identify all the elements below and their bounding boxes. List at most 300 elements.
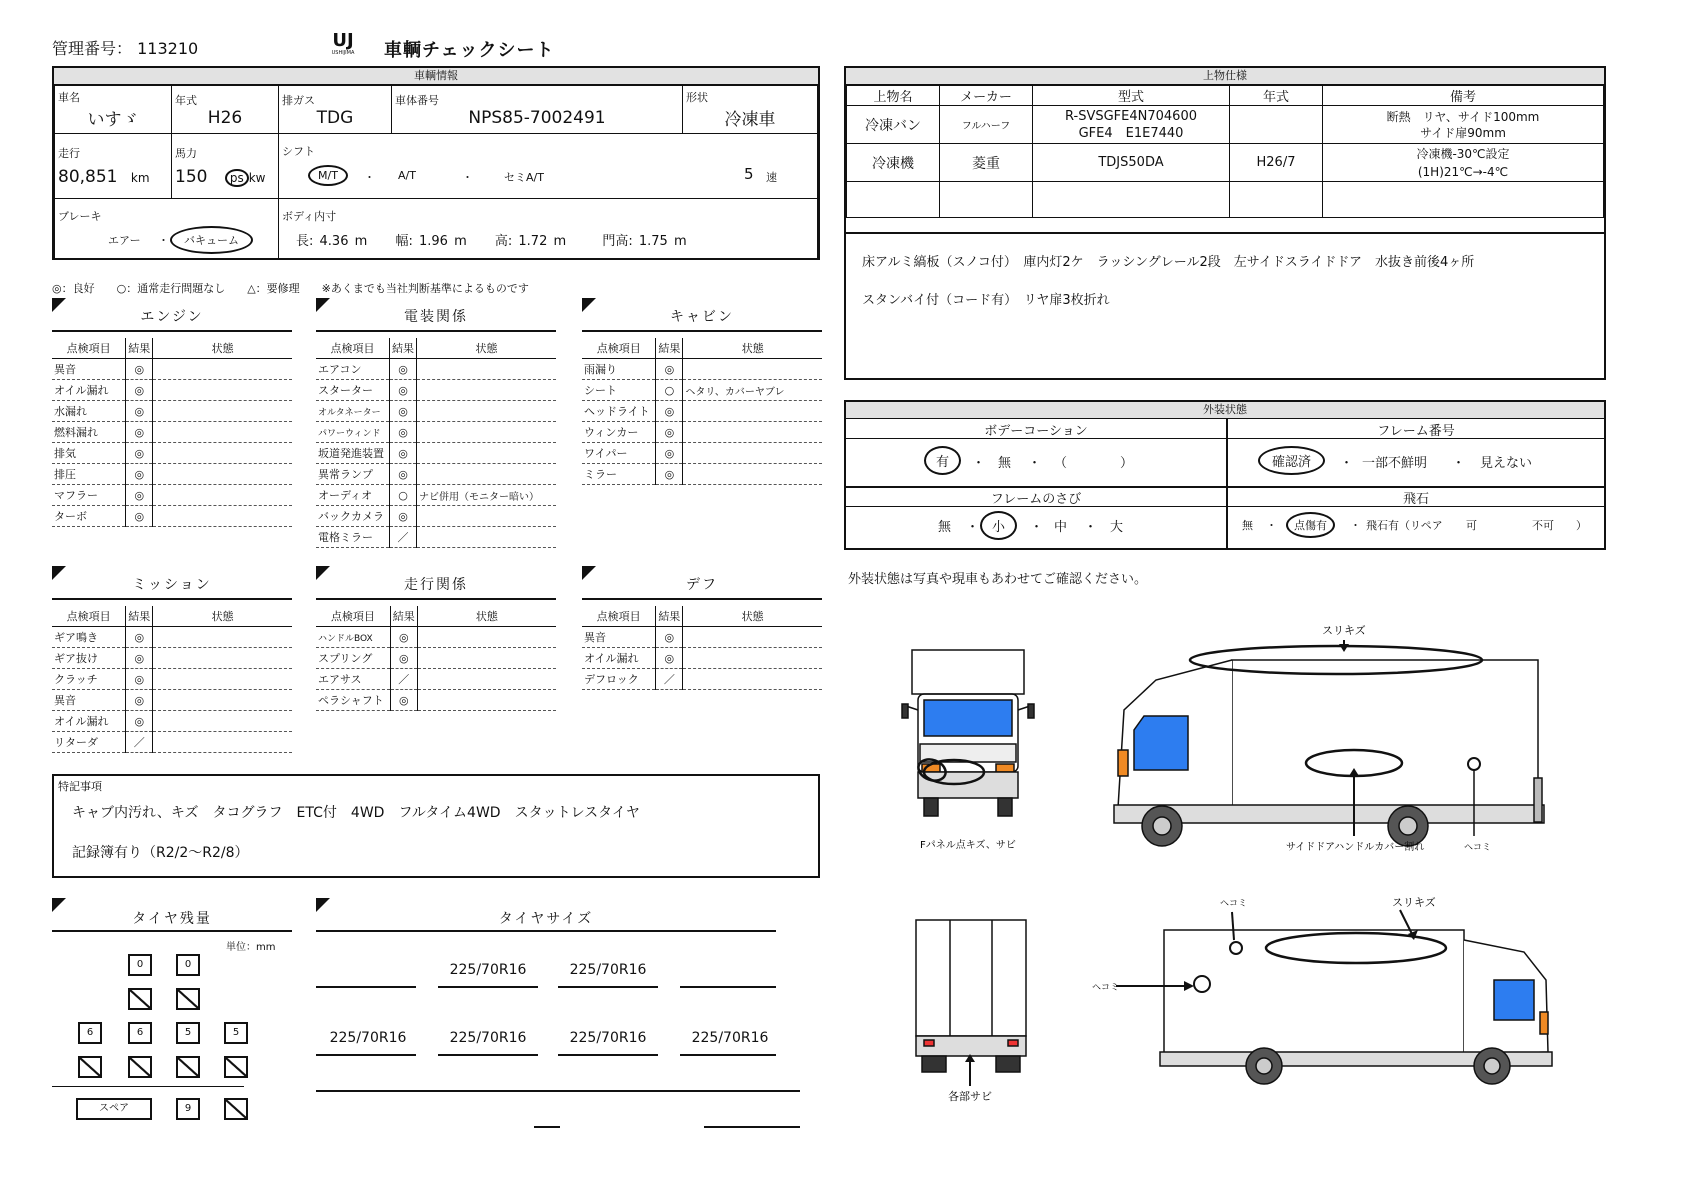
check-item: パワーウィンド xyxy=(316,422,390,443)
check-result: ◎ xyxy=(390,359,417,380)
upper-note1: 断熱 リヤ、サイド100mm xyxy=(1386,109,1540,124)
frame-confirmed-circled: 確認済 xyxy=(1258,446,1325,475)
header-item: 点検項目 xyxy=(582,606,656,627)
check-state xyxy=(153,506,292,527)
check-row xyxy=(52,464,292,485)
check-item: 異音 xyxy=(52,359,126,380)
tire-size-rear-3: 225/70R16 xyxy=(569,1030,647,1046)
check-row xyxy=(582,464,822,485)
check-table xyxy=(52,338,292,527)
check-result: ／ xyxy=(390,669,417,690)
check-item: ペラシャフト xyxy=(316,690,390,711)
upper-notes-line1: 床アルミ縞板（スノコ付） 庫内灯2ケ ラッシングレール2段 左サイドスライドドア 水抜き前後4ヶ所 xyxy=(862,255,1475,270)
tire-remain-slash xyxy=(176,1056,200,1078)
body-coat-title: ボデーコーション xyxy=(984,424,1088,439)
upper-row xyxy=(847,144,1604,182)
tire-size-title: タイヤサイズ xyxy=(498,911,594,927)
label-side-scratch: スリキズ xyxy=(1322,624,1366,637)
check-result: ◎ xyxy=(126,627,153,648)
check-item: 異音 xyxy=(582,627,656,648)
vehicle-info-panel xyxy=(52,66,820,260)
company-logo xyxy=(330,30,356,56)
check-result: ◎ xyxy=(126,464,153,485)
check-row xyxy=(316,443,556,464)
check-row xyxy=(582,443,822,464)
section-title: ミッション xyxy=(132,577,212,593)
logo-mark: UJ xyxy=(332,30,354,51)
frame-invisible: 見えない xyxy=(1480,456,1533,471)
tire-remain-rear-3: 5 xyxy=(176,1022,200,1044)
header-result: 結果 xyxy=(390,606,417,627)
tire-remain-spare: 9 xyxy=(176,1098,200,1120)
upper-model1: R-SVSGFE4N704600 xyxy=(1065,108,1197,124)
header-state: 状態 xyxy=(683,606,822,627)
upper-year xyxy=(1230,106,1323,144)
check-result: ○ xyxy=(390,485,417,506)
upper-maker: 菱重 xyxy=(940,144,1033,182)
frame-partial: 一部不鮮明 xyxy=(1362,456,1428,471)
header-item: 点検項目 xyxy=(52,606,126,627)
check-result: ◎ xyxy=(390,690,417,711)
header-item: 点検項目 xyxy=(316,338,390,359)
sep: ・ xyxy=(1084,520,1098,535)
check-result: ◎ xyxy=(390,464,417,485)
tire-remain-slash xyxy=(128,1056,152,1078)
hdr-year: 年式 xyxy=(1230,86,1323,106)
check-item: リターダ xyxy=(52,732,126,753)
header-result: 結果 xyxy=(390,338,417,359)
check-row xyxy=(52,627,292,648)
check-row xyxy=(52,443,292,464)
shift-sep1: ・ xyxy=(364,171,375,185)
check-state xyxy=(683,401,822,422)
dim-hei-unit: m xyxy=(553,234,567,249)
gear-count: 5 xyxy=(744,165,754,184)
dim-wid-unit: m xyxy=(454,234,467,249)
header-result: 結果 xyxy=(656,606,683,627)
check-state xyxy=(153,380,292,401)
hp-unit-ps-circled: ps xyxy=(225,169,249,187)
check-state xyxy=(153,711,292,732)
remarks-panel xyxy=(52,774,820,878)
management-number xyxy=(52,36,198,59)
check-state xyxy=(417,443,557,464)
section-title: 走行関係 xyxy=(404,577,468,593)
check-row xyxy=(582,359,822,380)
dim-wid: 1.96 xyxy=(418,234,448,249)
check-result: ／ xyxy=(656,669,683,690)
shift-sep2: ・ xyxy=(462,171,473,185)
check-row xyxy=(316,380,556,401)
header-result: 結果 xyxy=(656,338,683,359)
upper-model1 xyxy=(1033,182,1230,218)
check-state xyxy=(683,464,822,485)
check-result: ◎ xyxy=(656,443,683,464)
label-body-no: 車体番号 xyxy=(395,93,439,107)
stone-options xyxy=(1242,512,1602,542)
tire-remain-title: タイヤ残量 xyxy=(132,911,212,927)
header-item: 点検項目 xyxy=(582,338,656,359)
upper-spec-table xyxy=(846,85,1604,218)
check-row xyxy=(582,422,822,443)
upper-spec-title: 上物仕様 xyxy=(846,68,1604,85)
check-result: ◎ xyxy=(656,464,683,485)
tire-remain-rear-1: 6 xyxy=(78,1022,102,1044)
tire-remain-rear-2: 6 xyxy=(128,1022,152,1044)
check-state xyxy=(153,401,292,422)
check-result: ◎ xyxy=(126,648,153,669)
brake-air: エアー xyxy=(108,233,141,247)
check-item: 坂道発進装置 xyxy=(316,443,390,464)
check-state xyxy=(417,669,556,690)
exterior-title: 外装状態 xyxy=(846,402,1604,419)
upper-row xyxy=(847,182,1604,218)
vehicle-emission: TDG xyxy=(316,107,354,128)
upper-name xyxy=(847,182,940,218)
check-state xyxy=(417,648,556,669)
check-result: ○ xyxy=(656,380,683,401)
tire-size-rear-4: 225/70R16 xyxy=(691,1030,769,1046)
vehicle-shape: 冷凍車 xyxy=(724,110,776,131)
stone-ok: 可 xyxy=(1466,519,1477,532)
tire-remain-slash xyxy=(224,1098,248,1120)
legend: ◎：良好 ○：通常走行問題なし △：要修理 ※あくまでも当社判断基準によるものです xyxy=(52,282,529,295)
section-title: エンジン xyxy=(140,309,204,325)
check-result: ◎ xyxy=(126,380,153,401)
check-item: ターボ xyxy=(52,506,126,527)
sep: ・ xyxy=(1030,520,1044,535)
check-state xyxy=(417,527,557,548)
check-row xyxy=(316,527,556,548)
check-state xyxy=(153,485,292,506)
upper-year: H26/7 xyxy=(1230,144,1323,182)
paren-open: （ xyxy=(1054,456,1068,471)
check-result: ◎ xyxy=(656,359,683,380)
frame-no-options xyxy=(1258,448,1598,478)
label-mileage: 走行 xyxy=(58,147,80,161)
check-row xyxy=(316,485,556,506)
vehicle-info-title: 車輌情報 xyxy=(54,68,818,85)
check-result: ◎ xyxy=(126,690,153,711)
rust-options xyxy=(938,512,1218,542)
check-item: 排圧 xyxy=(52,464,126,485)
header-state: 状態 xyxy=(417,338,557,359)
dim-len-unit: m xyxy=(354,234,368,249)
check-state xyxy=(417,690,556,711)
check-state xyxy=(153,422,292,443)
hp-unit-kw: kw xyxy=(248,171,266,186)
upper-note1 xyxy=(1323,182,1604,218)
mileage-unit: km xyxy=(130,171,150,186)
check-result: ／ xyxy=(126,732,153,753)
stone-scratch-circled: 点傷有 xyxy=(1286,512,1335,538)
check-state: ナビ併用（モニター暗い） xyxy=(417,485,557,506)
label-hp: 馬力 xyxy=(175,147,197,161)
check-state xyxy=(417,464,557,485)
check-row xyxy=(316,401,556,422)
shift-mt-circled: M/T xyxy=(308,165,348,186)
label-emission: 排ガス xyxy=(282,93,315,107)
tire-size-rear-1: 225/70R16 xyxy=(329,1030,407,1046)
check-state xyxy=(683,422,822,443)
check-item: ハンドルBOX xyxy=(316,627,390,648)
dim-door-label: 門高: xyxy=(602,234,633,249)
check-state xyxy=(417,506,557,527)
tire-size-rear-2: 225/70R16 xyxy=(449,1030,527,1046)
tire-remain-unit: 単位：mm xyxy=(226,942,276,953)
body-dimensions xyxy=(282,224,814,249)
mgmt-label: 管理番号： xyxy=(52,39,133,58)
upper-model1: TDJS50DA xyxy=(1098,155,1164,170)
check-item: オーディオ xyxy=(316,485,390,506)
upper-maker xyxy=(940,182,1033,218)
brake-vacuum-circled: バキューム xyxy=(170,226,253,254)
label-side-dent: ヘコミ xyxy=(1464,843,1492,853)
body-coat-yes-circled: 有 xyxy=(924,446,961,475)
upper-note1: 冷凍機-30℃設定 xyxy=(1416,146,1510,161)
rust-none: 無 xyxy=(938,520,952,535)
tire-remain-rear-4: 5 xyxy=(224,1022,248,1044)
check-row xyxy=(316,464,556,485)
check-item: 燃料漏れ xyxy=(52,422,126,443)
check-item: オイル漏れ xyxy=(52,380,126,401)
check-result: ◎ xyxy=(126,359,153,380)
dim-door-unit: m xyxy=(673,234,687,249)
vehicle-name: いすゞ xyxy=(87,110,139,131)
truck-left-view xyxy=(1160,930,1552,1084)
header-item: 点検項目 xyxy=(316,606,390,627)
check-row xyxy=(316,669,556,690)
rust-title: フレームのさび xyxy=(990,492,1082,507)
remarks-title: 特記事項 xyxy=(58,780,102,793)
vehicle-mileage: 80,851 xyxy=(58,167,118,188)
check-state xyxy=(683,669,822,690)
upper-notes-line2: スタンバイ付（コード有） リヤ扉3枚折れ xyxy=(862,293,1110,308)
dim-len-label: 長: xyxy=(296,234,314,249)
check-table xyxy=(316,338,556,548)
header-result: 結果 xyxy=(126,606,153,627)
check-item: 異音 xyxy=(52,690,126,711)
check-row xyxy=(52,732,292,753)
check-item: 水漏れ xyxy=(52,401,126,422)
check-item: 異常ランプ xyxy=(316,464,390,485)
check-result: ◎ xyxy=(126,485,153,506)
body-coat-no: 無 xyxy=(998,456,1012,471)
upper-name: 冷凍機 xyxy=(847,144,940,182)
check-item: スターター xyxy=(316,380,390,401)
check-result: ◎ xyxy=(126,506,153,527)
check-state xyxy=(153,627,292,648)
label-left-dent2: ヘコミ xyxy=(1092,983,1120,993)
remarks-line2: 記録簿有り（R2/2～R2/8） xyxy=(72,845,249,861)
dim-len: 4.36 xyxy=(319,234,349,249)
label-year: 年式 xyxy=(175,93,197,107)
check-item: オイル漏れ xyxy=(582,648,656,669)
check-row xyxy=(52,669,292,690)
check-row xyxy=(316,422,556,443)
check-item: 電格ミラー xyxy=(316,527,390,548)
sep: ・ xyxy=(966,520,980,535)
tire-remain-slash xyxy=(78,1056,102,1078)
logo-sub: USHIJIMA xyxy=(331,50,355,56)
check-state xyxy=(417,401,557,422)
check-item: 雨漏り xyxy=(582,359,656,380)
check-state xyxy=(683,443,822,464)
check-item: エアコン xyxy=(316,359,390,380)
check-state xyxy=(153,359,292,380)
check-item: シート xyxy=(582,380,656,401)
check-state xyxy=(683,359,822,380)
check-item: ウィンカー xyxy=(582,422,656,443)
stone-ng: 不可 xyxy=(1532,519,1554,532)
check-item: エアサス xyxy=(316,669,390,690)
header-state: 状態 xyxy=(417,606,556,627)
check-table xyxy=(582,606,822,690)
check-row xyxy=(52,690,292,711)
section-title: 電装関係 xyxy=(404,309,468,325)
check-result: ◎ xyxy=(126,669,153,690)
vehicle-year: H26 xyxy=(207,107,243,128)
label-shape: 形状 xyxy=(686,91,708,105)
check-state xyxy=(417,380,557,401)
header-state: 状態 xyxy=(153,606,292,627)
label-left-dent1: ヘコミ xyxy=(1220,899,1248,909)
check-result: ◎ xyxy=(390,401,417,422)
check-state xyxy=(153,648,292,669)
tire-size-front-right: 225/70R16 xyxy=(569,962,647,978)
check-result: ◎ xyxy=(656,422,683,443)
upper-spec-panel xyxy=(844,66,1606,380)
section-title: デフ xyxy=(686,577,718,593)
check-table xyxy=(52,606,292,753)
header-item: 点検項目 xyxy=(52,338,126,359)
sep: ・ xyxy=(1452,456,1466,471)
check-state xyxy=(153,464,292,485)
truck-diagrams xyxy=(844,600,1624,1120)
check-row xyxy=(316,690,556,711)
check-result: ◎ xyxy=(656,648,683,669)
shift-semi-at: セミA/T xyxy=(504,171,544,185)
check-result: ◎ xyxy=(390,648,417,669)
section-title: キャビン xyxy=(670,309,734,325)
check-row xyxy=(52,485,292,506)
truck-rear-view xyxy=(916,920,1026,1072)
shift-at: A/T xyxy=(398,169,416,183)
label-side-handle: サイドドアハンドルカバー割れ xyxy=(1286,842,1425,853)
check-result: ◎ xyxy=(656,627,683,648)
check-state: ヘタリ、カバーヤブレ xyxy=(683,380,822,401)
exterior-panel xyxy=(844,400,1606,550)
tire-remain-slash xyxy=(128,988,152,1010)
check-state xyxy=(153,669,292,690)
rust-mid: 中 xyxy=(1054,520,1068,535)
check-result: ／ xyxy=(390,527,417,548)
vehicle-hp: 150 xyxy=(175,167,208,188)
check-row xyxy=(582,627,822,648)
check-result: ◎ xyxy=(390,506,417,527)
check-result: ◎ xyxy=(656,401,683,422)
check-state xyxy=(683,648,822,669)
dim-wid-label: 幅: xyxy=(395,234,413,249)
check-row xyxy=(316,627,556,648)
upper-note2: (1H)21℃→-4℃ xyxy=(1417,164,1509,179)
check-item: ヘッドライト xyxy=(582,401,656,422)
check-row xyxy=(52,506,292,527)
check-row xyxy=(52,711,292,732)
hdr-maker: メーカー xyxy=(940,86,1033,106)
header-state: 状態 xyxy=(153,338,292,359)
paren-close: ） xyxy=(1120,456,1134,471)
check-state xyxy=(153,690,292,711)
stone-none: 無 xyxy=(1242,519,1253,532)
hdr-note: 備考 xyxy=(1323,86,1604,106)
sep: ・ xyxy=(972,456,986,471)
rust-large: 大 xyxy=(1110,520,1124,535)
label-left-scratch: スリキズ xyxy=(1392,896,1436,909)
sep: ・ xyxy=(1266,519,1277,532)
check-item: スプリング xyxy=(316,648,390,669)
check-result: ◎ xyxy=(126,443,153,464)
gear-unit: 速 xyxy=(766,171,777,185)
check-item: オイル漏れ xyxy=(52,711,126,732)
upper-name: 冷凍バン xyxy=(847,106,940,144)
check-table xyxy=(316,606,556,711)
check-item: 排気 xyxy=(52,443,126,464)
dim-hei-label: 高: xyxy=(494,234,513,249)
check-result: ◎ xyxy=(390,422,417,443)
remarks-line1: キャブ内汚れ、キズ タコグラフ ETC付 4WD フルタイム4WD スタットレスタイヤ xyxy=(72,805,640,821)
vehicle-body-no: NPS85-7002491 xyxy=(468,107,606,128)
sep: ・ xyxy=(1028,456,1042,471)
tire-size-front-left: 225/70R16 xyxy=(449,962,527,978)
check-table xyxy=(582,338,822,485)
check-state xyxy=(417,359,557,380)
tire-remain-front-left: 0 xyxy=(128,954,152,976)
check-row xyxy=(52,380,292,401)
check-row xyxy=(52,401,292,422)
label-rear-rust: 各部サビ xyxy=(948,1090,992,1103)
stone-repair: 飛石有（リペア xyxy=(1366,519,1443,532)
dim-door: 1.75 xyxy=(638,234,668,249)
check-row xyxy=(582,648,822,669)
check-state xyxy=(683,627,822,648)
check-state xyxy=(153,443,292,464)
check-item: ワイパー xyxy=(582,443,656,464)
check-result: ◎ xyxy=(390,443,417,464)
check-item: マフラー xyxy=(52,485,126,506)
check-row xyxy=(582,380,822,401)
hdr-model: 型式 xyxy=(1033,86,1230,106)
tire-remain-slash xyxy=(176,988,200,1010)
vehicle-info-table xyxy=(54,85,818,259)
upper-year xyxy=(1230,182,1323,218)
check-row xyxy=(316,506,556,527)
check-item: オルタネーター xyxy=(316,401,390,422)
rust-small-circled: 小 xyxy=(980,511,1017,540)
check-row xyxy=(52,359,292,380)
header-result: 結果 xyxy=(126,338,153,359)
paren-close: ） xyxy=(1576,519,1587,532)
upper-maker: フルハーフ xyxy=(940,106,1033,144)
label-shift: シフト xyxy=(282,145,315,159)
check-item: クラッチ xyxy=(52,669,126,690)
check-row xyxy=(52,422,292,443)
stone-title: 飛石 xyxy=(1402,492,1429,507)
check-result: ◎ xyxy=(390,380,417,401)
check-state xyxy=(417,422,557,443)
label-body-inner: ボディ内寸 xyxy=(282,210,337,223)
upper-note2: サイド扉90mm xyxy=(1420,125,1506,140)
